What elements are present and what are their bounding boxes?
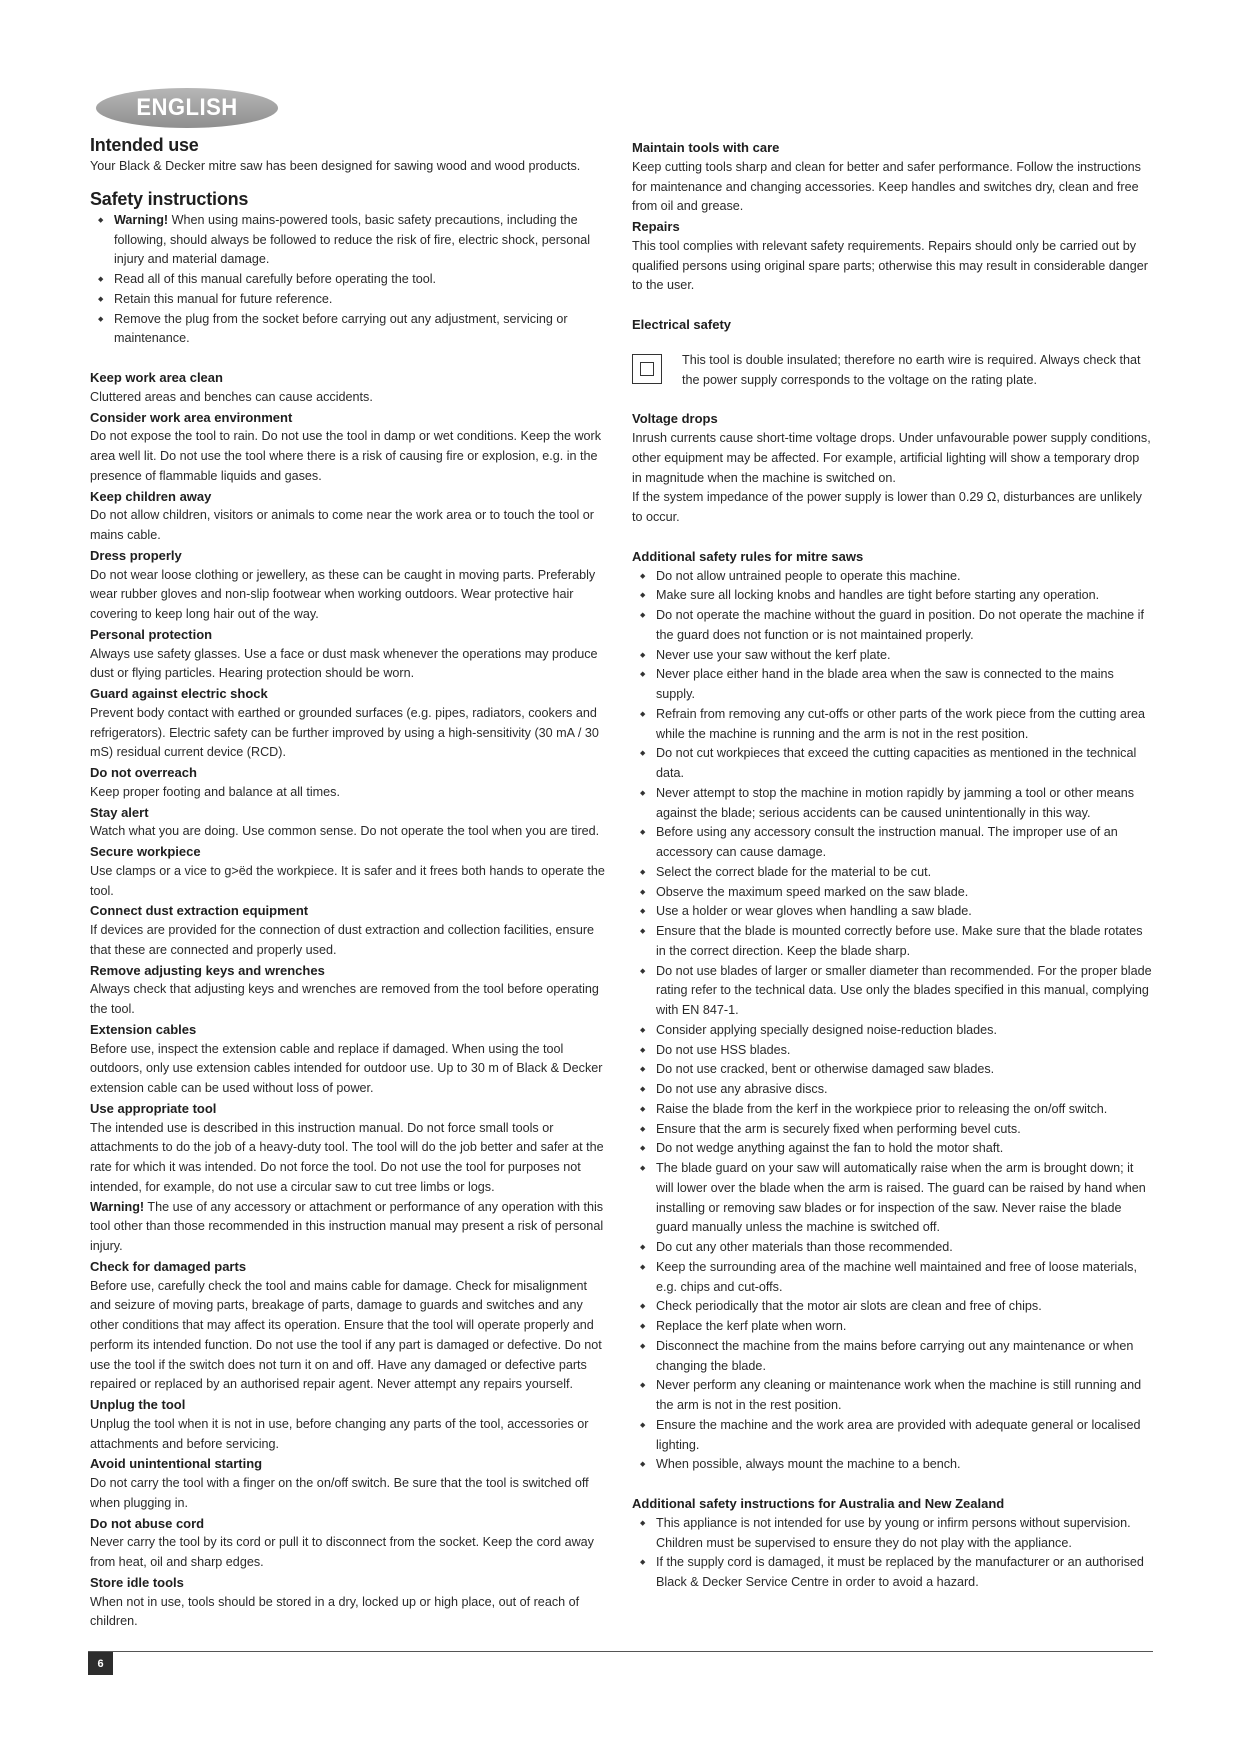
mitre-rules-list — [632, 567, 1152, 1476]
section-heading: Do not overreach — [90, 765, 197, 780]
list-item: ◆ When possible, always mount the machine to a bench. — [632, 1455, 1152, 1475]
section-text: Watch what you are doing. Use common sense. Do not operate the tool when you are tired. — [90, 824, 600, 839]
section-text: Before use, inspect the extension cable and replace if damaged. When using the tool outdoors, only use extension cables intended for outdoor use. Up to 30 m of Black & Decker extension cable can be used without loss of power. — [90, 1041, 603, 1095]
section-heading: Check for damaged parts — [90, 1258, 247, 1274]
section-text: The intended use is described in this instruction manual. Do not force small tools or attachments to do the job of a heavy-duty tool. The tool will do the job better and safer at the rate for which it was intended. Do not force the tool. Do not use the tool for purposes not intended, for example, do not use a circular saw to cut tree limbs or logs. — [90, 1120, 604, 1194]
list-item: ◆ Never perform any cleaning or maintenance work when the machine is still running and the arm is not in the rest position. — [632, 1376, 1152, 1416]
anz-list — [632, 1514, 1152, 1593]
section-text: Keep proper footing and balance at all times. — [90, 784, 340, 799]
list-item: ◆ Do not use HSS blades. — [632, 1041, 1152, 1061]
list-item: ◆ Ensure that the blade is mounted correctly before use. Make sure that the blade rotates in the correct direction. Keep the blade sharp. — [632, 922, 1152, 962]
anz-heading: Additional safety instructions for Australia and New Zealand — [632, 1496, 1005, 1511]
footer-rule — [88, 1651, 1153, 1652]
list-item: ◆ Consider applying specially designed noise-reduction blades. — [632, 1021, 1152, 1041]
section-text: Always use safety glasses. Use a face or dust mask whenever the operations may produce dust or flying particles. Hearing protection should be worn. — [90, 646, 598, 681]
warning-text: When using mains-powered tools, basic safety precautions, including the following, should always be followed to reduce the risk of fire, electric shock, personal injury and material damage. — [114, 212, 591, 267]
list-item: ◆ Do not use blades of larger or smaller diameter than recommended. For the proper blade rating refer to the technical data. Use only the blades specified in this manual, complying with EN 847-1. — [632, 962, 1152, 1021]
section-text: Unplug the tool when it is not in use, before changing any parts of the tool, accessories or attachments and before servicing. — [90, 1416, 589, 1451]
list-item: ◆ Never place either hand in the blade area when the saw is connected to the mains supply. — [632, 665, 1152, 705]
list-item: ◆ Before using any accessory consult the instruction manual. The improper use of an accessory can cause damage. — [632, 823, 1152, 863]
list-item: ◆ Retain this manual for future reference. — [90, 290, 610, 310]
section-text: Cluttered areas and benches can cause accidents. — [90, 389, 373, 404]
safety-warning-item — [90, 211, 610, 270]
intended-use-heading: Intended use — [90, 135, 199, 155]
intended-use-text: Your Black & Decker mitre saw has been designed for sawing wood and wood products. — [90, 159, 581, 173]
section-heading: Personal protection — [90, 626, 213, 642]
list-item: ◆ Observe the maximum speed marked on the saw blade. — [632, 883, 1152, 903]
safety-list — [90, 211, 610, 349]
section-text: Do not wear loose clothing or jewellery, as these can be caught in moving parts. Preferably wear rubber gloves and non-slip footwear when working outdoors. Wear protective hair covering to keep long hair out of the way. — [90, 567, 596, 621]
list-item: ◆ Do not wedge anything against the fan to hold the motor shaft. — [632, 1139, 1152, 1159]
list-item: ◆ This appliance is not intended for use by young or infirm persons without supervision. Children must be supervised to ensure they do not play with the appliance. — [632, 1514, 1152, 1554]
voltage-drops-heading: Voltage drops — [632, 411, 718, 427]
electrical-safety-text: This tool is double insulated; therefore no earth wire is required. Always check that the power supply corresponds to the voltage on the rating plate. — [682, 352, 1141, 387]
list-item: ◆ Read all of this manual carefully before operating the tool. — [90, 270, 610, 290]
electrical-safety-heading: Electrical safety — [632, 317, 732, 332]
section-heading: Remove adjusting keys and wrenches — [90, 962, 325, 978]
list-item: ◆ Do not operate the machine without the guard in position. Do not operate the machine if the guard does not function or is not maintained properly. — [632, 606, 1152, 646]
list-item: ◆ Select the correct blade for the material to be cut. — [632, 863, 1152, 883]
repairs-heading: Repairs — [632, 219, 680, 234]
section-text: Never carry the tool by its cord or pull it to disconnect from the socket. Keep the cord away from heat, oil and sharp edges. — [90, 1535, 594, 1569]
list-item: ◆ Do cut any other materials than those recommended. — [632, 1238, 1152, 1258]
warning-label: Warning! — [114, 212, 169, 227]
list-item: ◆ The blade guard on your saw will automatically raise when the arm is brought down; it will lower over the blade when the arm is raised. The guard can be raised by hand when installing or removing saw blades or for inspection of the saw. Never raise the blade guard manually unless the machine is switched off. — [632, 1159, 1152, 1238]
list-item: ◆ Do not cut workpieces that exceed the cutting capacities as mentioned in the technical data. — [632, 744, 1152, 784]
list-item: ◆ Never use your saw without the kerf plate. — [632, 646, 1152, 666]
page-number: 6 — [88, 1652, 113, 1675]
section-text: Always check that adjusting keys and wrenches are removed from the tool before operating the tool. — [90, 982, 599, 1016]
maintain-text: Keep cutting tools sharp and clean for better and safer performance. Follow the instructions for maintenance and changing accessories. Keep handles and switches dry, clean and free from oil and grease. — [632, 159, 1141, 214]
left-column — [90, 134, 610, 1632]
section-heading: Do not abuse cord — [90, 1515, 205, 1531]
section-text: When not in use, tools should be stored in a dry, locked up or high place, out of reach of children. — [90, 1594, 580, 1629]
section-text: Do not allow children, visitors or animals to come near the work area or to touch the tool or mains cable. — [90, 508, 594, 542]
list-item: ◆ Check periodically that the motor air slots are clean and free of chips. — [632, 1297, 1152, 1317]
section-heading: Avoid unintentional starting — [90, 1456, 263, 1472]
warning-text: The use of any accessory or attachment or performance of any operation with this tool other than those recommended in this instruction manual may present a risk of personal injury. — [90, 1199, 604, 1253]
language-tab: ENGLISH — [96, 88, 278, 128]
list-item: ◆ Do not use any abrasive discs. — [632, 1080, 1152, 1100]
list-item: ◆ Remove the plug from the socket before carrying out any adjustment, servicing or maintenance. — [90, 310, 610, 350]
mitre-rules-heading: Additional safety rules for mitre saws — [632, 548, 864, 564]
list-item: ◆ Refrain from removing any cut-offs or other parts of the work piece from the cutting area while the machine is running and the arm is not in the rest position. — [632, 705, 1152, 745]
section-text: Prevent body contact with earthed or grounded surfaces (e.g. pipes, radiators, cookers and refrigerators). Electric safety can be further improved by using a high-sensitivity (30 mA / 30 mS) residual current device (RCD). — [90, 705, 599, 760]
list-item: ◆ Ensure the machine and the work area are provided with adequate general or localised lighting. — [632, 1416, 1152, 1456]
section-heading: Unplug the tool — [90, 1397, 186, 1412]
list-item: ◆ Keep the surrounding area of the machine well maintained and free of loose materials, e.g. chips and cut-offs. — [632, 1258, 1152, 1298]
electrical-safety-block — [632, 351, 1152, 391]
list-item: ◆ Do not allow untrained people to operate this machine. — [632, 567, 1152, 587]
section-heading: Dress properly — [90, 547, 182, 563]
list-item: ◆ Use a holder or wear gloves when handling a saw blade. — [632, 902, 1152, 922]
list-item: ◆ Do not use cracked, bent or otherwise damaged saw blades. — [632, 1060, 1152, 1080]
list-item: ◆ Make sure all locking knobs and handles are tight before starting any operation. — [632, 586, 1152, 606]
section-text: Before use, carefully check the tool and mains cable for damage. Check for misalignment and seizure of moving parts, breakage of parts, damage to guards and switches and any other conditions that may affect its operation. Ensure that the tool will operate properly and perform its intended function. Do not use the tool if any part is damaged or defective. Do not use the tool if the switch does not turn it on and off. Have any damaged or defective parts repaired or replaced by an authorised repair agent. Never attempt any repairs yourself. — [90, 1278, 602, 1392]
section-heading: Store idle tools — [90, 1574, 184, 1590]
double-insulation-icon — [632, 354, 662, 384]
warning-paragraph — [90, 1198, 610, 1257]
section-text: Do not carry the tool with a finger on the on/off switch. Be sure that the tool is switched off when plugging in. — [90, 1476, 589, 1510]
warning-label: Warning! — [90, 1199, 145, 1214]
section-heading: Secure workpiece — [90, 844, 201, 859]
section-heading: Extension cables — [90, 1021, 197, 1037]
list-item: ◆ Ensure that the arm is securely fixed when performing bevel cuts. — [632, 1120, 1152, 1140]
repairs-text: This tool complies with relevant safety requirements. Repairs should only be carried out by qualified persons using original spare parts; otherwise this may result in considerable danger to the user. — [632, 238, 1148, 293]
list-item: ◆ If the supply cord is damaged, it must be replaced by the manufacturer or an authorised Black & Decker Service Centre in order to avoid a hazard. — [632, 1553, 1152, 1593]
right-column — [632, 138, 1152, 1593]
list-item: ◆ Replace the kerf plate when worn. — [632, 1317, 1152, 1337]
section-text: If devices are provided for the connection of dust extraction and collection facilities, ensure that these are connected and properly used. — [90, 923, 595, 957]
section-text: Do not expose the tool to rain. Do not use the tool in damp or wet conditions. Keep the work area well lit. Do not use the tool where there is a risk of causing fire or explosion, e.g. in the presence of flammable liquids and gases. — [90, 429, 602, 483]
section-heading: Use appropriate tool — [90, 1100, 217, 1116]
section-heading: Keep work area clean — [90, 370, 223, 385]
list-item: ◆ Raise the blade from the kerf in the workpiece prior to releasing the on/off switch. — [632, 1100, 1152, 1120]
section-heading: Consider work area environment — [90, 409, 293, 425]
section-heading: Keep children away — [90, 488, 212, 504]
voltage-impedance-text: If the system impedance of the power supply is lower than 0.29 Ω, disturbances are unlikely to occur. — [632, 490, 1142, 524]
list-item: ◆ Never attempt to stop the machine in motion rapidly by jamming a tool or other means against the blade; serious accidents can be caused unintentionally in this way. — [632, 784, 1152, 824]
list-item: ◆ Disconnect the machine from the mains before carrying out any maintenance or when changing the blade. — [632, 1337, 1152, 1377]
section-heading: Connect dust extraction equipment — [90, 903, 309, 919]
voltage-text: Inrush currents cause short-time voltage drops. Under unfavourable power supply conditions, other equipment may be affected. For example, artificial lighting will show a temporary drop in magnitude when the machine is switched on. — [632, 431, 1151, 485]
maintain-heading: Maintain tools with care — [632, 140, 780, 155]
section-text: Use clamps or a vice to g>ëd the workpiece. It is safer and it frees both hands to operate the tool. — [90, 863, 605, 898]
section-heading: Guard against electric shock — [90, 686, 268, 701]
safety-instructions-heading: Safety instructions — [90, 188, 249, 209]
section-heading: Stay alert — [90, 804, 149, 820]
